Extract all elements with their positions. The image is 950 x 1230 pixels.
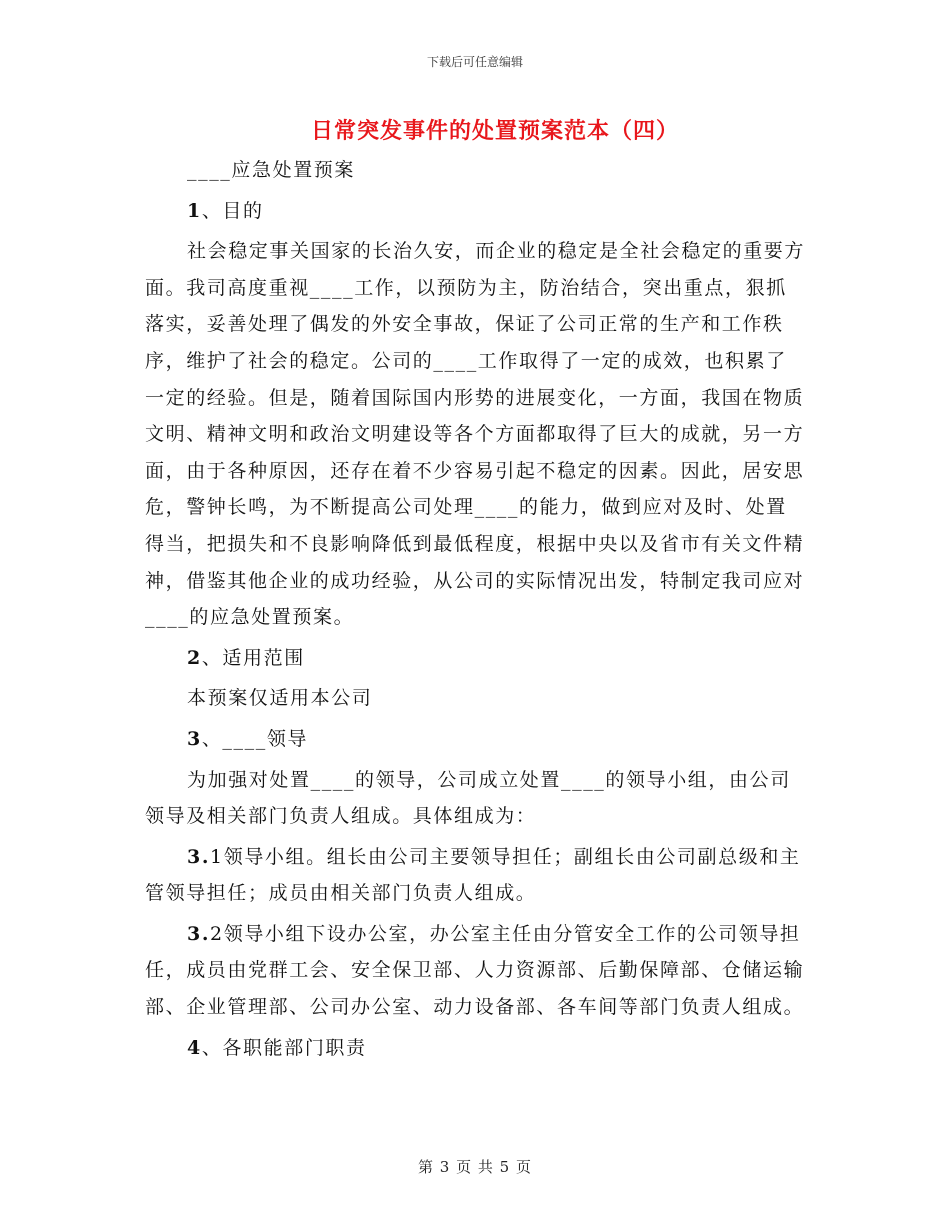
section-heading-duties — [145, 1030, 805, 1067]
section-title: 、____领导 — [201, 727, 309, 750]
section-title: 、各职能部门职责 — [201, 1036, 367, 1059]
document-body — [145, 152, 805, 1070]
section-number: 1 — [187, 199, 202, 222]
section-heading-purpose — [145, 193, 805, 230]
header-note: 下载后可任意编辑 — [426, 55, 523, 69]
paragraph-purpose: 社会稳定事关国家的长治久安，而企业的稳定是全社会稳定的重要方面。我司高度重视____工作，以预防为主，防治结合，突出重点，狠抓落实，妥善处理了偶发的外安全事故，保证了公司正常的生产和工作秩序，维护了社会的稳定。公司的____工作取得了一定的成效，也积累了一定的经验。但是，随着国际国内形势的进展变化，一方面，我国在物质文明、精神文明和政治文明建设等各个方面都取得了巨大的成就，另一方面，由于各种原因，还存在着不少容易引起不稳定的因素。因此，居安思危，警钟长鸣，为不断提高公司处理____的能力，做到应对及时、处置得当，把损失和不良影响降低到最低程度，根据中央以及省市有关文件精神，借鉴其他企业的成功经验，从公司的实际情况出发，特制定我司应对____的应急处置预案。 — [145, 240, 806, 629]
paragraph-scope: 本预案仅适用本公司 — [187, 687, 373, 710]
document-title: 日常突发事件的处置预案范本（四） — [310, 118, 679, 144]
page-number: 第 3 页 共 5 页 — [418, 1158, 532, 1176]
subsection-3-1 — [145, 839, 805, 912]
section-title: 、目的 — [201, 199, 264, 222]
section-title: 、适用范围 — [201, 646, 305, 669]
subsection-text: 2领导小组下设办公室，办公室主任由分管安全工作的公司领导担任，成员由党群工会、安全保卫部、人力资源部、后勤保障部、仓储运输部、企业管理部、公司办公室、动力设备部、各车间等部门负责人组成。 — [145, 922, 805, 1019]
section-number: 4 — [187, 1036, 202, 1059]
section-number: 2 — [187, 646, 202, 669]
subsection-number: 3. — [187, 845, 211, 868]
document-subtitle: ____应急处置预案 — [187, 159, 356, 181]
paragraph-leadership: 为加强对处置____的领导，公司成立处置____的领导小组，由公司领导及相关部门负责人组成。具体组成为： — [145, 768, 791, 828]
subsection-number: 3. — [187, 922, 211, 945]
subsection-text: 1领导小组。组长由公司主要领导担任；副组长由公司副总级和主管领导担任；成员由相关部门负责人组成。 — [145, 845, 801, 905]
section-heading-leadership — [145, 721, 805, 758]
subsection-3-2 — [145, 916, 805, 1026]
section-number: 3 — [187, 727, 202, 750]
section-heading-scope — [145, 640, 805, 677]
